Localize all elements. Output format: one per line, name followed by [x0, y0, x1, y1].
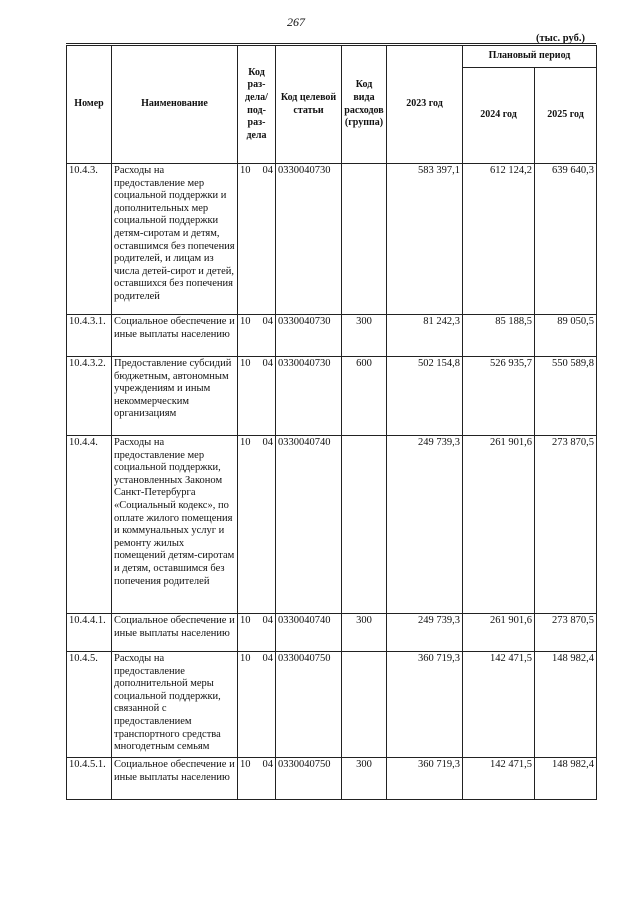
row-target: 0330040730	[276, 357, 342, 436]
row-section: 10 04	[238, 758, 276, 800]
row-section: 10 04	[238, 357, 276, 436]
table-row	[67, 315, 597, 357]
row-number: 10.4.3.	[67, 164, 112, 315]
row-name: Социальное обеспечение и иные выплаты населению	[112, 315, 238, 357]
row-2024: 142 471,5	[463, 758, 535, 800]
row-2023: 249 739,3	[387, 614, 463, 652]
row-expense	[342, 652, 387, 758]
row-2025: 148 982,4	[535, 652, 597, 758]
header-number: Номер	[67, 46, 112, 164]
row-section: 10 04	[238, 164, 276, 315]
row-expense	[342, 164, 387, 315]
row-2025: 273 870,5	[535, 614, 597, 652]
row-2025: 639 640,3	[535, 164, 597, 315]
row-2024: 261 901,6	[463, 436, 535, 614]
row-section: 10 04	[238, 652, 276, 758]
row-2024: 142 471,5	[463, 652, 535, 758]
table-row	[67, 758, 597, 800]
row-target: 0330040730	[276, 315, 342, 357]
row-target: 0330040750	[276, 758, 342, 800]
table-row	[67, 436, 597, 614]
row-2025: 148 982,4	[535, 758, 597, 800]
table-row	[67, 357, 597, 436]
row-2024: 85 188,5	[463, 315, 535, 357]
row-expense: 600	[342, 357, 387, 436]
table-row	[67, 652, 597, 758]
header-name: Наименование	[112, 46, 238, 164]
row-number: 10.4.4.1.	[67, 614, 112, 652]
row-target: 0330040750	[276, 652, 342, 758]
row-expense: 300	[342, 315, 387, 357]
row-number: 10.4.4.	[67, 436, 112, 614]
row-2024: 526 935,7	[463, 357, 535, 436]
row-number: 10.4.3.1.	[67, 315, 112, 357]
row-2023: 249 739,3	[387, 436, 463, 614]
row-number: 10.4.3.2.	[67, 357, 112, 436]
units-note: (тыс. руб.)	[536, 33, 585, 44]
row-expense	[342, 436, 387, 614]
row-target: 0330040740	[276, 614, 342, 652]
header-2024: 2024 год	[463, 68, 535, 164]
budget-table	[66, 45, 597, 800]
row-name: Социальное обеспечение и иные выплаты населению	[112, 758, 238, 800]
row-2023: 360 719,3	[387, 758, 463, 800]
row-name: Социальное обеспечение и иные выплаты населению	[112, 614, 238, 652]
row-name: Расходы на предоставление дополнительной меры социальной поддержки, связанной с предоставлением транспортного средства многодетным семьям	[112, 652, 238, 758]
row-2024: 612 124,2	[463, 164, 535, 315]
header-2025: 2025 год	[535, 68, 597, 164]
row-2023: 360 719,3	[387, 652, 463, 758]
row-2025: 550 589,8	[535, 357, 597, 436]
row-2023: 583 397,1	[387, 164, 463, 315]
row-name: Предоставление субсидий бюджетным, автономным учреждениям и иным некоммерческим организациям	[112, 357, 238, 436]
row-number: 10.4.5.1.	[67, 758, 112, 800]
row-target: 0330040730	[276, 164, 342, 315]
header-section-code: Код раз-дела/ под-раз-дела	[238, 46, 276, 164]
row-section: 10 04	[238, 614, 276, 652]
row-2023: 502 154,8	[387, 357, 463, 436]
row-target: 0330040740	[276, 436, 342, 614]
row-2024: 261 901,6	[463, 614, 535, 652]
page-number: 267	[287, 15, 305, 29]
row-2025: 89 050,5	[535, 315, 597, 357]
table-row	[67, 164, 597, 315]
row-name: Расходы на предоставление мер социальной поддержки и дополнительных мер социальной поддержки детям-сиротам и детям, оставшимся без попечения родителей, и лицам из числа детей-сирот и детей, оставшихся без попечения родителей	[112, 164, 238, 315]
header-expense-code: Код вида расходов (группа)	[342, 46, 387, 164]
header-target-code: Код целевой статьи	[276, 46, 342, 164]
row-expense: 300	[342, 614, 387, 652]
row-number: 10.4.5.	[67, 652, 112, 758]
row-section: 10 04	[238, 436, 276, 614]
top-rule	[66, 43, 596, 44]
row-name: Расходы на предоставление мер социальной поддержки, установленных Законом Санкт-Петербурга «Социальный кодекс», по оплате жилого помещения и коммунальных услуг и ремонту жилых помещений детям-сиротам и детям, оставшимся без попечения родителей	[112, 436, 238, 614]
row-section: 10 04	[238, 315, 276, 357]
header-planning-period: Плановый период	[463, 46, 597, 68]
table-row	[67, 614, 597, 652]
row-expense: 300	[342, 758, 387, 800]
header-2023: 2023 год	[387, 46, 463, 164]
row-2025: 273 870,5	[535, 436, 597, 614]
row-2023: 81 242,3	[387, 315, 463, 357]
